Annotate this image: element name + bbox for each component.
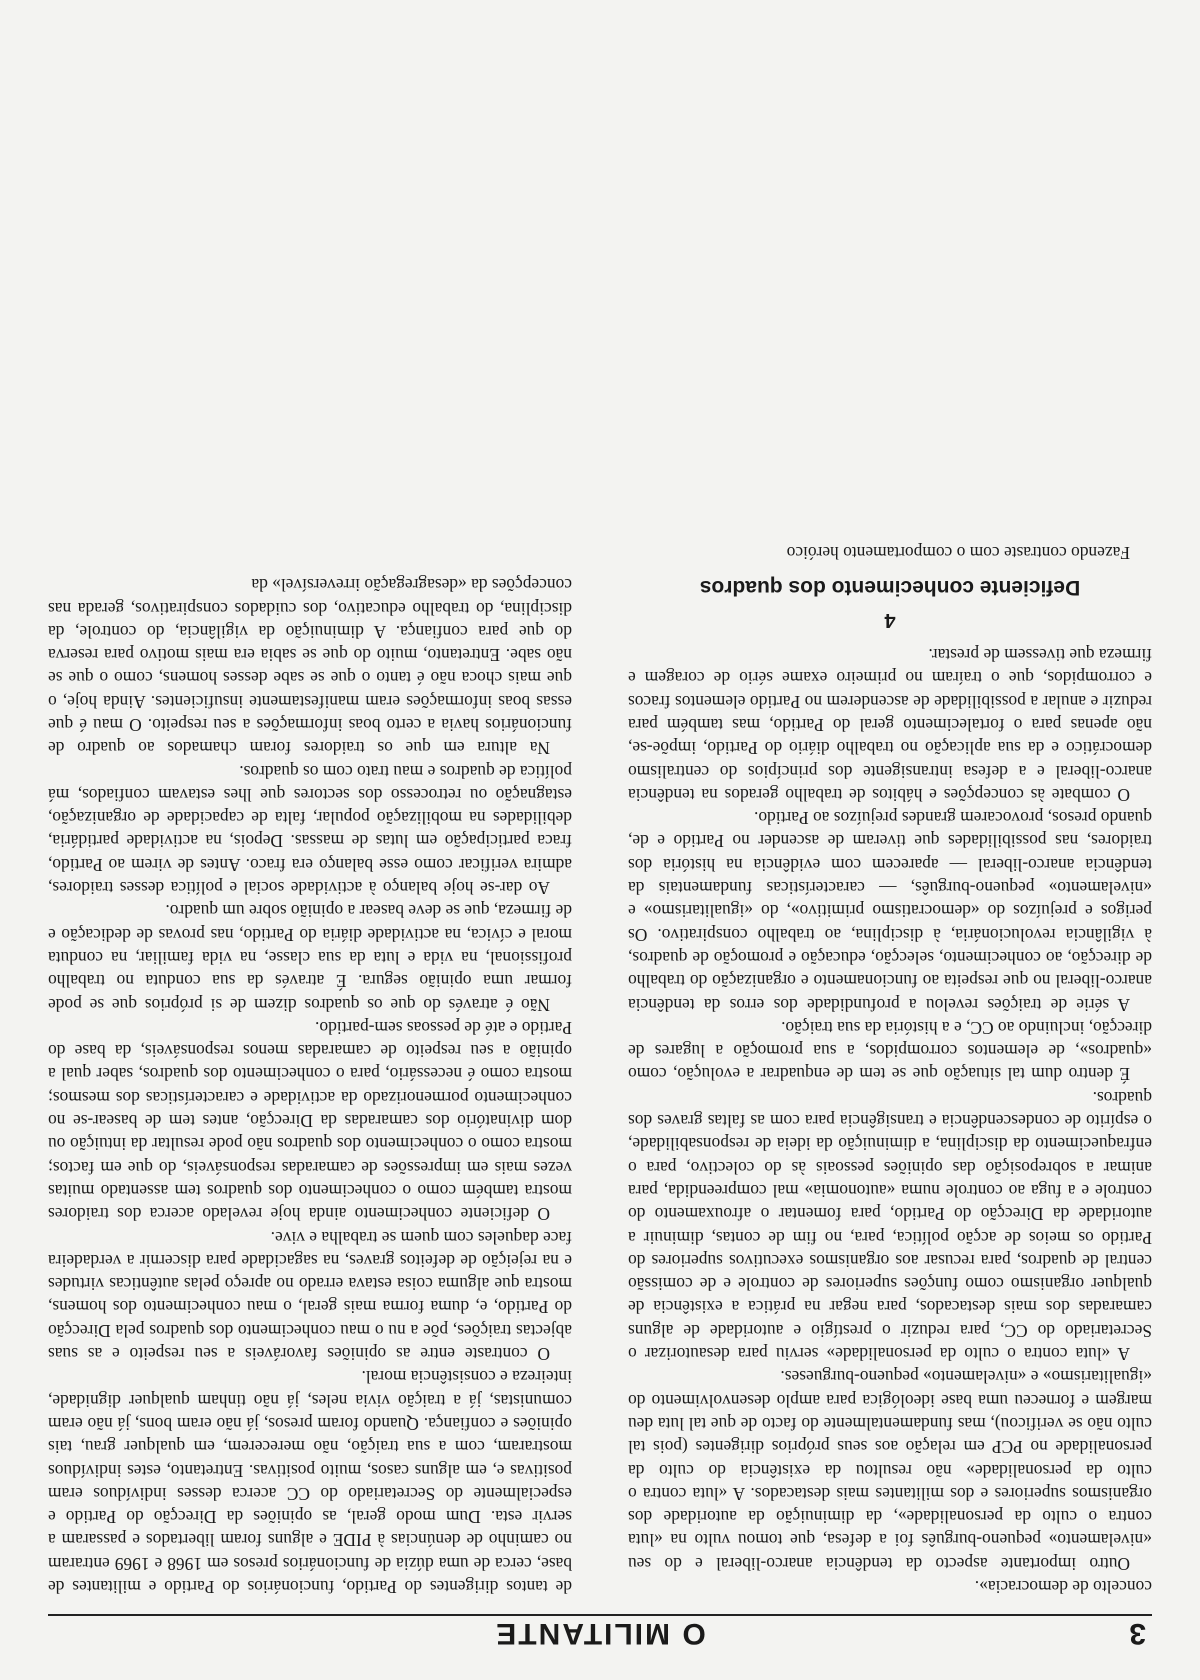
paragraph: A série de traições revelou a profundidade dos erros da tendência anarco-liberal no que respeita ao funcionamento e organização do trabalho de direcção, ao conhecimento, selecção, educação e promoção de quadros, à vigilância revolucionária, à disciplina, ao trabalho conspirativo. Os perigos e prejuízos do «democratismo primitivo», do «igualitarismo» e «nivelamento» pequeno-burguês, — características fundamentais da tendência anarco-liberal — aparecem com evidência na história dos traidores, nas possibilidades que tiveram de ascender no Partido e de, quando presos, provocarem grandes prejuízos ao Partido.: [628, 808, 1152, 1015]
page-number: 3: [1129, 1617, 1146, 1650]
masthead-title: O MILITANTE: [494, 1617, 706, 1650]
paragraph: Não é através do que os quadros dizem de si próprios que se pode formar uma opinião segura. É através da sua conduta no trabalho profissional, na vida e luta da sua classe, na vida familiar, na conduta moral e cívica, na actividade diária do Partido, nas provas de dedicação e de firmeza, que se deve basear a opinião sobre um quadro.: [48, 901, 572, 1015]
paragraph: É dentro dum tal situação que se tem de enquadrar a evolução, como «quadros», de elementos corrompidos, a sua promoção a lugares de direcção, incluindo ao CC, e a história da sua traição.: [628, 1017, 1152, 1085]
paragraph: concelto de democracia».: [974, 1577, 1152, 1597]
paragraph: Fazendo contraste com o comportamento heróico: [786, 542, 1130, 563]
right-column: [48, 38, 572, 1598]
paragraph: de tantos dirigentes do Partido, funcionários do Partido e militantes de base, cerca de uma dúzia de funcionários presos em 1968 e 1969 entraram no caminho de denúncias à PIDE e alguns foram libertados e passaram a servir esta. Dum modo geral, as opiniões da Direcção do Partido e especialmente do Secretariado do CC acerca desses indivíduos eram positivas e, em alguns casos, muito positivas. Entretanto, estes indivíduos mostraram, com a sua traição, não merecerem, em qualquer grau, tais opiniões e confiança. Quando foram presos, já não eram bons, já não eram comunistas, já a traição vivia neles, já não tinham qualquer dignidade, inteireza e consistência moral.: [48, 1367, 572, 1597]
paragraph: O contraste entre as opiniões favoráveis a seu respeito e as suas abjectas traições, põe a nu o mau conhecimento dos quadros pela Direcção do Partido, e, duma forma mais geral, o mau conhecimento dos homens, mostra que alguma coisa estava errado no apreço pelas autênticas virtudes e na rejeição de defeitos graves, na sagacidade para discernir a verdadeira face daqueles com quem se trabalha e vive.: [48, 1227, 572, 1365]
page-header: [48, 1614, 1152, 1652]
section-title: Deficiente conhecimento dos quadros: [699, 575, 1081, 599]
paragraph: Na altura em que os traidores foram chamados ao quadro de funcionários havia a certo boas informações a seu respeito. O mau é que essas boas informações eram manifestamente insuficientes. Ainda hoje, o que mais choca não é tanto o que se sabe desses homens, como o que se não sabe. Entretanto, muito do que se sabia era mais motivo para reserva do que para confiança. A diminuição da vigilância, do controle, da disciplina, do trabalho educativo, dos cuidados conspirativos, gerada nas concepções da «desagregação irreversível» da: [48, 575, 572, 759]
left-column: [628, 38, 1152, 1598]
paragraph: A «luta contra o culto da personalidade» serviu para desautorizar o Secretariado do CC, para reduzir o prestígio e autoridade de alguns camaradas dos mais destacados, para negar na prática a existência de qualquer organismo como funções superiores de controle e de comissão central de quadros, para recusar aos organismos executivos superiores do Partido os meios de acção política, para, no fim de contas, diminuir a autoridade da Direcção do Partido, para fomentar o afrouxamento do controle e a fuga ao controle numa «autonomia» mal compreendida, para animar a sobreposição das opiniões pessoais às do colectivo, para o enfraquecimento da disciplina, a diminuição da ideia de responsabilidade, o espírito de condescendência e transigência para com as faltas graves dos quadros.: [628, 1087, 1152, 1365]
paragraph: O deficiente conhecimento ainda hoje revelado acerca dos traidores mostra também como o conhecimento dos quadros tem assentado muitas vezes mais em impressões de camaradas responsáveis, do que em factos; mostra como o conhecimento dos quadros não pode resultar da intuição ou dom divinatório dos camaradas da Direcção, antes tem de basear-se no conhecimento pormenorizado da actividade e características dos mesmos; mostra como é necessário, para o conhecimento dos quadros, saber qual a opinião a seu respeito de camaradas menos responsáveis, da base do Partido e até de pessoas sem-partido.: [48, 1017, 572, 1225]
paragraph: Ao dar-se hoje balanço à actividade social e política desses traidores, admira verificar como esse balanço era fraco. Antes de virem ao Partido, fraca participação em lutas de massas. Depois, na actividade partidária, debilidades na mobilização popular, falta de capacidade de organização, estagnação ou retrocesso dos sectores que lhes estavam confiados, má política de quadros e mau trato com os quadros.: [48, 761, 572, 899]
paragraph: O combate às concepções e hábitos de trabalho gerados na tendência anarco-liberal e a defesa intransigente dos princípios do centralismo democrático e da sua aplicação no trabalho diário do Partido, impõe-se, não apenas para o fortalecimento geral do Partido, mas também para reduzir e anular a possibilidade de ascenderem no Partido elementos fracos e corrompidos, que o traíram no primeiro exame sério de coragem e firmeza que tivessem de prestar.: [628, 645, 1152, 805]
section-number: 4: [884, 608, 896, 631]
paragraph: Outro importante aspecto da tendência anarco-liberal e do seu «nivelamento» pequeno-burguês foi a defesa, que tomou vulto na «luta contra o culto da personalidade», da diminuição da autoridade dos organismos superiores e dos militantes mais destacados. A «luta contra o culto da personalidade» não resultou da existência do culto da personalidade no PCP em relação aos seus próprios dirigentes (pois tal culto não se verificou), mas fundamentalmente do facto de que tal luta deu margem e forneceu uma base ideológica para amplo desenvolvimento do «igualitarismo» e «nivelamento» pequeno-burgueses.: [628, 1367, 1152, 1574]
